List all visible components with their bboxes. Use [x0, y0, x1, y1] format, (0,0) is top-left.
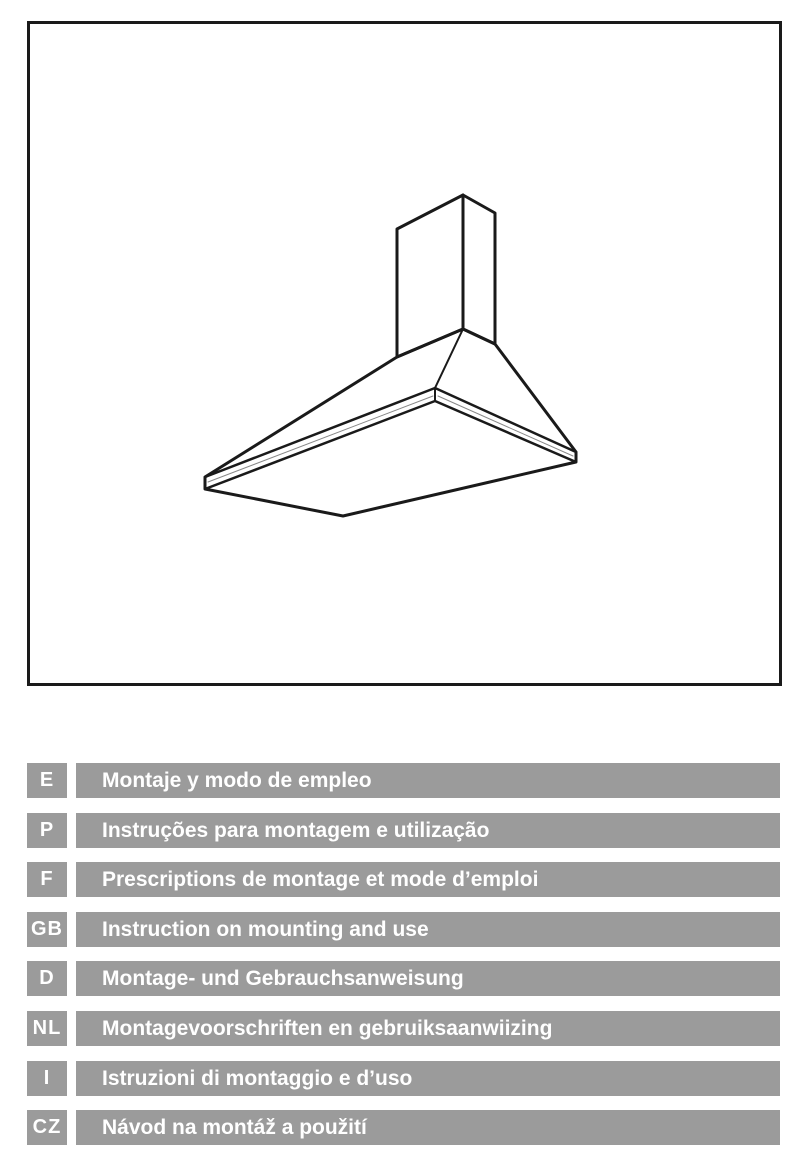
language-code: F: [27, 862, 67, 897]
language-title: Instruction on mounting and use: [76, 912, 780, 947]
language-code: E: [27, 763, 67, 798]
language-row-gb: [27, 912, 780, 947]
chimney-side-face: [463, 195, 495, 344]
hood-trim-right: [438, 396, 573, 456]
language-code: D: [27, 961, 67, 996]
language-row-i: [27, 1061, 780, 1096]
language-row-p: [27, 813, 780, 848]
language-title: Instruções para montagem e utilização: [76, 813, 780, 848]
language-title: Montage- und Gebrauchsanweisung: [76, 961, 780, 996]
language-row-e: [27, 763, 780, 798]
language-row-d: [27, 961, 780, 996]
language-title: Istruzioni di montaggio e d’uso: [76, 1061, 780, 1096]
language-title: Prescriptions de montage et mode d’emploi: [76, 862, 780, 897]
language-title: Návod na montáž a použití: [76, 1110, 780, 1145]
language-row-nl: [27, 1011, 780, 1046]
product-figure-frame: [27, 21, 782, 686]
hood-canopy-outline: [205, 329, 576, 516]
language-row-f: [27, 862, 780, 897]
language-code: GB: [27, 912, 67, 947]
language-code: P: [27, 813, 67, 848]
language-code: NL: [27, 1011, 67, 1046]
language-code: I: [27, 1061, 67, 1096]
hood-trim-left: [208, 396, 433, 482]
language-title: Montaje y modo de empleo: [76, 763, 780, 798]
language-title: Montagevoorschriften en gebruiksaanwiizing: [76, 1011, 780, 1046]
language-row-cz: [27, 1110, 780, 1145]
language-code: CZ: [27, 1110, 67, 1145]
cooker-hood-drawing: [30, 24, 779, 683]
